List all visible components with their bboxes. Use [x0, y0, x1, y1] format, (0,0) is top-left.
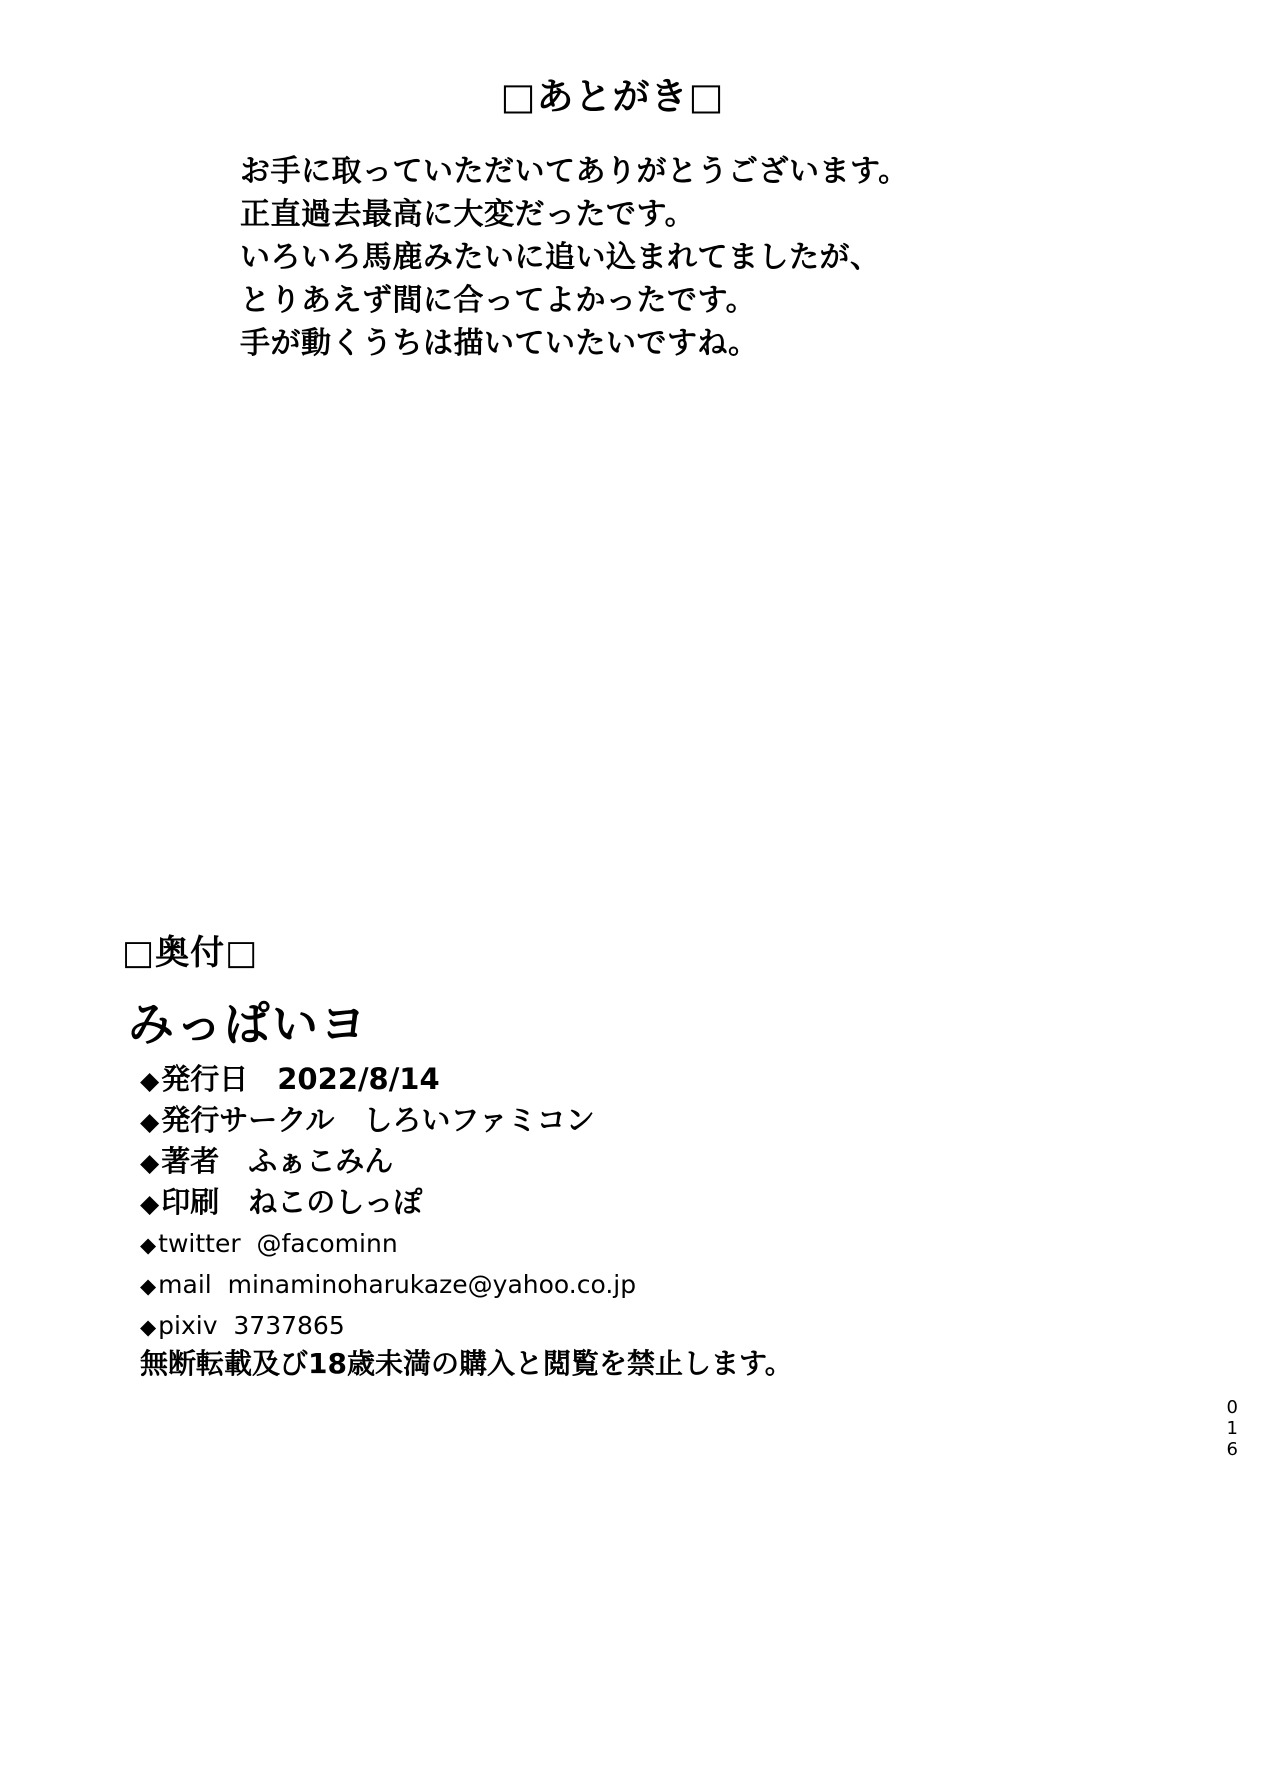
- colophon-entry: [140, 1142, 1090, 1181]
- circle-logo: みっぱいヨ: [128, 997, 368, 1051]
- colophon-entry: [140, 1183, 1090, 1222]
- diamond-bullet-icon: ◆: [140, 1148, 160, 1177]
- afterword-line: 手が動くうちは描いていたいですね。: [240, 326, 759, 361]
- colophon-entry-twitter: [140, 1224, 1090, 1263]
- diamond-bullet-icon: ◆: [140, 1107, 160, 1136]
- colophon-entry-text: 著者 ふぁこみん: [161, 1144, 394, 1178]
- colophon-entry-mail: [140, 1265, 1090, 1304]
- page-number-digit-1: 1: [1226, 1418, 1238, 1439]
- afterword-line: お手に取っていただいてありがとうございます。: [240, 154, 909, 189]
- afterword-line: いろいろ馬鹿みたいに追い込まれてましたが、: [240, 240, 881, 275]
- colophon-entry-text: 発行日 2022/8/14: [161, 1062, 440, 1096]
- afterword-heading: □あとがき□: [500, 75, 725, 118]
- colophon-entry: [140, 1101, 1090, 1140]
- diamond-bullet-icon: ◆: [140, 1315, 157, 1339]
- diamond-bullet-icon: ◆: [140, 1233, 157, 1257]
- page-number-digit-0: 0: [1226, 1397, 1238, 1418]
- colophon-entry-pixiv: [140, 1306, 1090, 1345]
- afterword-line: 正直過去最高に大変だったです。: [240, 197, 696, 232]
- afterword-line: とりあえず間に合ってよかったです。: [240, 283, 757, 318]
- page-number-digit-2: 6: [1226, 1439, 1238, 1460]
- diamond-bullet-icon: ◆: [140, 1066, 160, 1095]
- colophon-entry-text: pixiv 3737865: [158, 1311, 345, 1340]
- colophon-entry-text: mail minaminoharukaze@yahoo.co.jp: [158, 1270, 637, 1299]
- page-number: [1227, 1397, 1238, 1460]
- colophon-entry-text: 発行サークル しろいファミコン: [161, 1103, 595, 1137]
- legal-notice: 無断転載及び18歳未満の購入と閲覧を禁止します。: [140, 1347, 793, 1380]
- colophon-entry-text: 印刷 ねこのしっぽ: [161, 1185, 423, 1219]
- diamond-bullet-icon: ◆: [140, 1189, 160, 1218]
- colophon-entry-text: twitter @facominn: [158, 1229, 398, 1258]
- colophon-list: [140, 1060, 1090, 1347]
- diamond-bullet-icon: ◆: [140, 1274, 157, 1298]
- afterword-body: [240, 150, 1140, 365]
- colophon-heading: □奥付□: [122, 933, 259, 973]
- colophon-entry: [140, 1060, 1090, 1099]
